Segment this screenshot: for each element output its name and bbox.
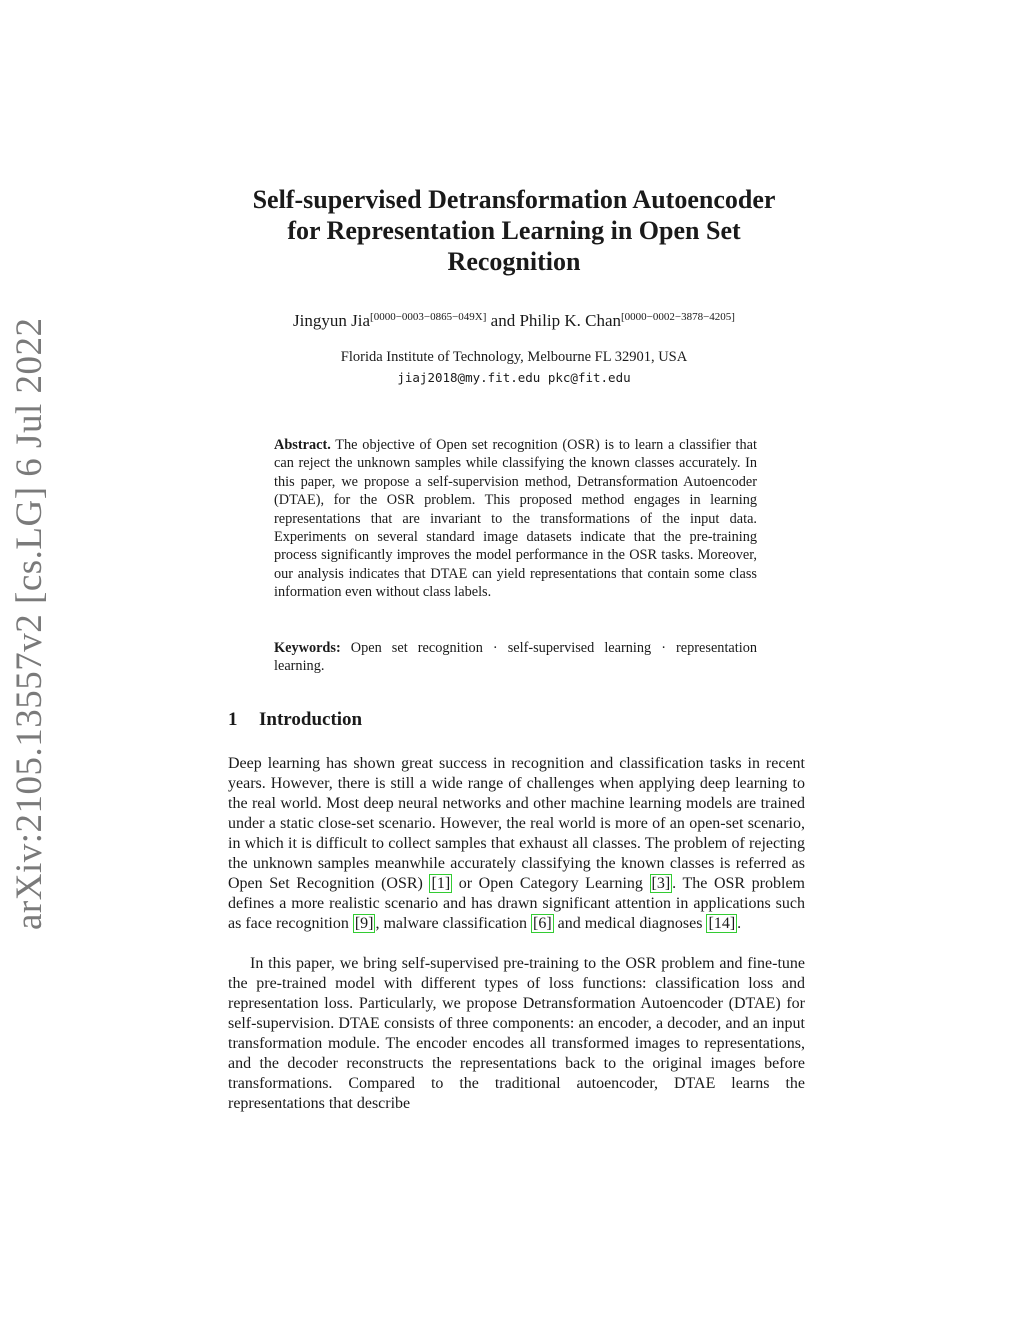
keywords [274,639,757,676]
section-number: 1 [228,709,238,730]
abstract-text: The objective of Open set recognition (OSR) is to learn a classifier that can reject the unknown samples while classifying the known classes accurately. In this paper, we propose a self-supervision method, Detransformation Autoencoder (DTAE), for the OSR problem. This proposed method engages in learning representations that are invariant to the transformations of the input data. Experiments on several standard image datasets indicate that the pre-training process significantly improves the model performance in the OSR tasks. Moreover, our analysis indicates that DTAE can yield representations that contain some class information even without class labels. [274,437,757,601]
citation-link[interactable]: [9] [354,915,374,933]
arxiv-identifier: arXiv:2105.13557v2 [cs.LG] 6 Jul 2022 [9,317,50,930]
title-line: Self-supervised Detransformation Autoencoder [252,185,776,214]
paper-title [190,184,838,277]
citation-link[interactable]: [6] [532,915,552,933]
body-paragraph [228,754,805,934]
affiliation: Florida Institute of Technology, Melbourne FL 32901, USA [340,349,688,365]
abstract-label: Abstract. [274,437,331,453]
citation-link[interactable]: [14] [708,915,736,933]
paragraph-text: . [737,915,742,933]
author-joiner: and [486,311,520,330]
author-name: Philip K. Chan [519,311,622,330]
abstract [274,436,757,602]
orcid-id: [0000−0003−0865−049X] [370,311,487,323]
paragraph-text: or Open Category Learning [452,875,650,893]
section-title: Introduction [259,709,363,730]
keywords-text: Open set recognition · self-supervised learning · representation learning. [274,640,758,675]
citation-link[interactable]: [1] [431,875,451,893]
title-line: Recognition [447,247,581,276]
title-line: for Representation Learning in Open Set [287,216,741,245]
body-paragraph: In this paper, we bring self-supervised pre-training to the OSR problem and fine-tune the pre-trained model with different types of loss functions: classification loss and representation loss. Particularly, we propose Detransformation Autoencoder (DTAE) for self-supervision. DTAE consists of three components: an encoder, a decoder, and an input transformation module. The encoder encodes all transformed images to representations, and the decoder reconstructs the representations back to the original images before transformations. Compared to the traditional autoencoder, DTAE learns the representations that describe [228,955,805,1113]
author-emails: jiaj2018@my.fit.edu pkc@fit.edu [397,370,631,385]
author-line [190,311,838,331]
keywords-label: Keywords: [274,640,341,656]
paragraph-text: Deep learning has shown great success in recognition and classification tasks in recent years. However, there is still a wide range of challenges when applying deep learning to the real world. Most deep neural networks and other machine learning models are trained under a static close-set scenario. However, the real world is more of an open-set scenario, in which it is difficult to collect samples that exhaust all classes. The problem of rejecting the unknown samples meanwhile accurately classifying the known classes is referred as Open Set Recognition (OSR) [228,755,805,893]
author-name: Jingyun Jia [293,311,371,330]
paragraph-text: , malware classification [375,915,531,933]
citation-link[interactable]: [3] [651,875,671,893]
paragraph-text: . The OSR problem defines a more realistic scenario and has drawn significant attention in applications such as face recognition [228,875,805,933]
paragraph-text: and medical diagnoses [553,915,707,933]
section-heading [228,709,362,731]
orcid-id: [0000−0002−3878−4205] [621,311,735,323]
